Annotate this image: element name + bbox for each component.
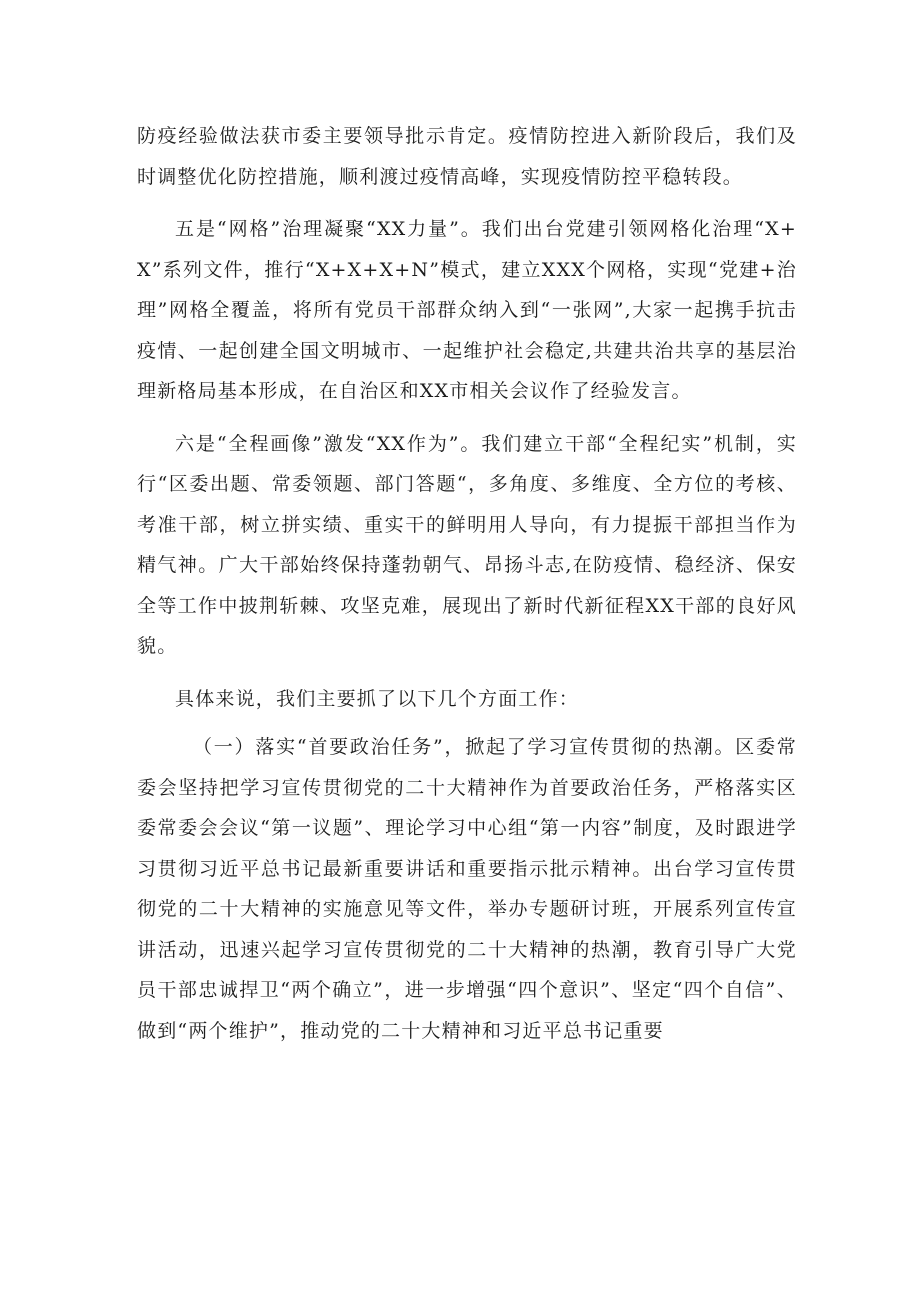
paragraph-five-grid-governance: 五是“网格”治理凝聚“XX力量”。我们出台党建引领网格化治理“X+X”系列文件，推行“X+X+X+N”模式，建立XXX个网格，实现“党建+治理”网格全覆盖，将所有党员干部群众纳入到“一张网”,大家一起携手抗击疫情、一起创建全国文明城市、一起维护社会稳定,共建共治共享的基层治理新格局基本形成，在自治区和XX市相关会议作了经验发言。 <box>137 218 797 402</box>
paragraph-item-one: （一）落实“首要政治任务”，掀起了学习宣传贯彻的热潮。区委常委会坚持把学习宣传贯彻党的二十大精神作为首要政治任务，严格落实区委常委会会议“第一议题”、理论学习中心组“第一内容”制度，及时跟进学习贯彻习近平总书记最新重要讲话和重要指示批示精神。出台学习宣传贯彻党的二十大精神的实施意见等文件，举办专题研讨班，开展系列宣传宣讲活动，迅速兴起学习宣传贯彻党的二十大精神的热潮，教育引导广大党员干部忠诚捍卫“两个确立”，进一步增强“四个意识”、坚定“四个自信”、做到“两个维护”，推动党的二十大精神和习近平总书记重要 <box>137 736 797 1042</box>
paragraph-continued: 防疫经验做法获市委主要领导批示肯定。疫情防控进入新阶段后，我们及时调整优化防控措施，顺利渡过疫情高峰，实现疫情防控平稳转段。 <box>137 125 797 188</box>
paragraph-six-full-portrait: 六是“全程画像”激发“XX作为”。我们建立干部“全程纪实”机制，实行“区委出题、常委领题、部门答题“，多角度、多维度、全方位的考核、考准干部，树立拼实绩、重实干的鲜明用人导向，有力提振干部担当作为精气神。广大干部始终保持蓬勃朝气、昂扬斗志,在防疫情、稳经济、保安全等工作中披荆斩棘、攻坚克难，展现出了新时代新征程XX干部的良好风貌。 <box>137 432 797 657</box>
paragraph-specific-intro: 具体来说，我们主要抓了以下几个方面工作： <box>175 687 580 710</box>
document-body <box>137 116 797 1051</box>
